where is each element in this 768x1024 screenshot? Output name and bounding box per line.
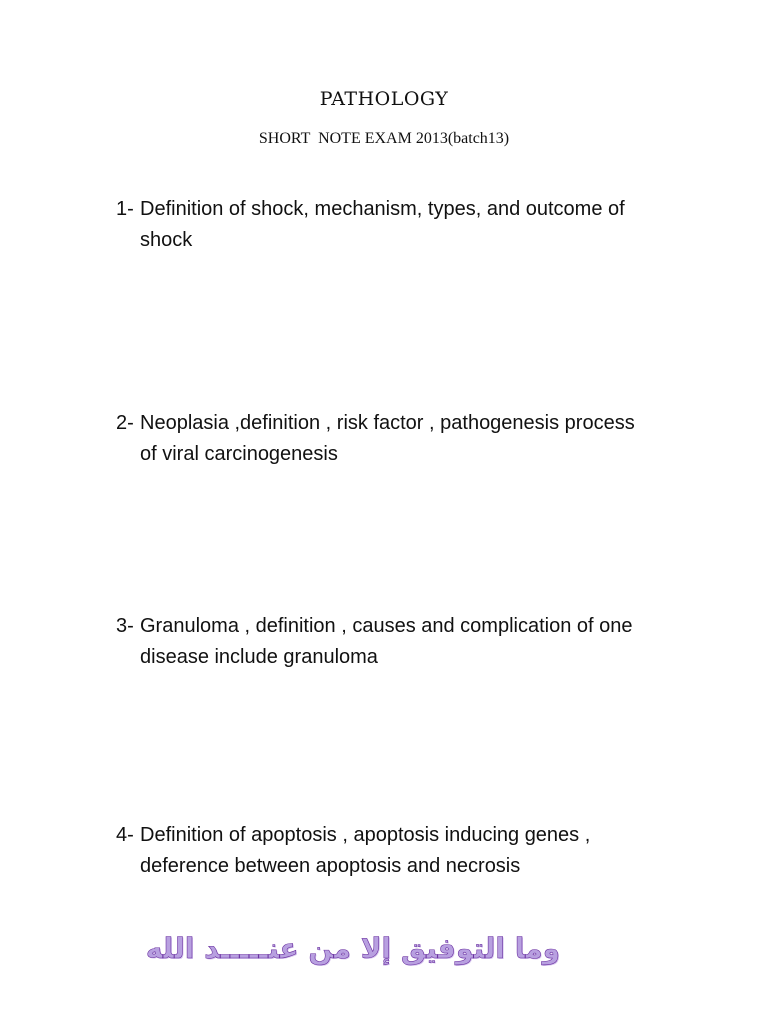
question-text: Granuloma , definition , causes and complication of one disease include granuloma — [140, 615, 633, 668]
question-item — [116, 611, 656, 673]
question-number: 2- — [116, 412, 134, 434]
question-item — [116, 194, 656, 256]
closing-phrase: وما التوفيق إلا من عنـــــد الله — [145, 932, 560, 965]
page-title: PATHOLOGY — [319, 88, 449, 110]
question-text: Definition of apoptosis , apoptosis inducing genes , deference between apoptosis and necrosis — [140, 824, 591, 877]
question-number: 1- — [116, 198, 134, 220]
question-text: Neoplasia ,definition , risk factor , pathogenesis process of viral carcinogenesis — [140, 412, 635, 465]
question-number: 4- — [116, 824, 134, 846]
question-number: 3- — [116, 615, 134, 637]
question-item — [116, 408, 656, 470]
question-item — [116, 820, 656, 882]
question-text: Definition of shock, mechanism, types, and outcome of shock — [140, 198, 625, 251]
exam-subtitle: SHORT NOTE EXAM 2013(batch13) — [258, 130, 510, 147]
